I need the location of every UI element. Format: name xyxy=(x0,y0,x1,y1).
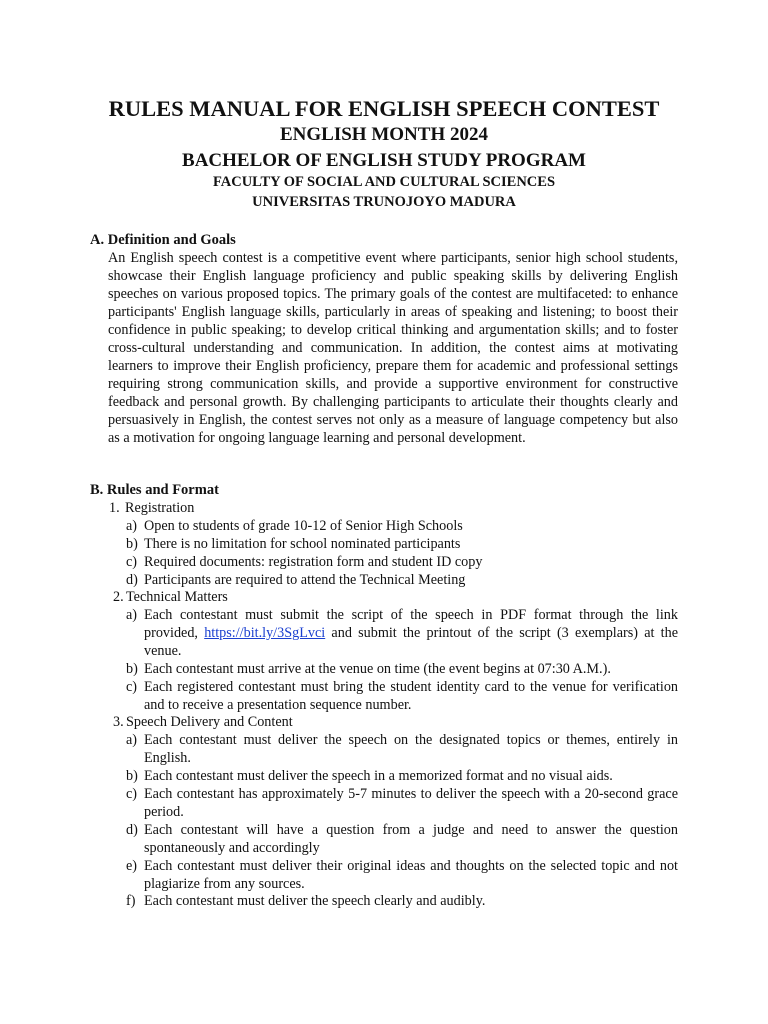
list-item xyxy=(126,553,678,571)
list-item xyxy=(126,571,678,589)
group-title: Speech Delivery and Content xyxy=(126,714,293,730)
title-line-2: ENGLISH MONTH 2024 xyxy=(280,124,488,145)
item-text: Each contestant will have a question from a judge and need to answer the question spontaneously and accordingly xyxy=(144,822,678,856)
item-letter: a) xyxy=(126,607,138,623)
item-letter: d) xyxy=(126,572,138,588)
item-letter: d) xyxy=(126,822,138,838)
item-text-before: Each contestant must submit the script of the speech in PDF format through the link provided, xyxy=(144,607,678,641)
item-text: Each registered contestant must bring the student identity card to the venue for verification and to receive a presentation sequence number. xyxy=(144,679,678,713)
item-letter: a) xyxy=(126,518,138,534)
item-text: Each contestant must arrive at the venue on time (the event begins at 07:30 A.M.). xyxy=(144,661,611,677)
item-text: Open to students of grade 10-12 of Senior High Schools xyxy=(144,518,463,534)
list-item xyxy=(126,606,678,660)
item-letter: b) xyxy=(126,768,138,784)
list-item xyxy=(126,678,678,714)
item-text: Each contestant has approximately 5-7 minutes to deliver the speech with a 20-second grace period. xyxy=(144,786,678,820)
item-text: Each contestant must deliver the speech on the designated topics or themes, entirely in English. xyxy=(144,732,678,766)
list-item xyxy=(126,731,678,767)
item-text: Each contestant must deliver their original ideas and thoughts on the selected topic and not plagiarize from any sources. xyxy=(144,858,678,892)
list-item xyxy=(126,892,678,910)
item-text: There is no limitation for school nominated participants xyxy=(144,536,461,552)
list-item xyxy=(126,767,678,785)
item-letter: c) xyxy=(126,786,138,802)
section-a-heading: A. Definition and Goals xyxy=(90,232,236,248)
group-number: 3. xyxy=(113,714,124,730)
item-letter: b) xyxy=(126,536,138,552)
section-a-paragraph: An English speech contest is a competitive event where participants, senior high school students, showcase their English language proficiency and public speaking skills by delivering English speeches on various proposed topics. The primary goals of the contest are multifaceted: to enhance participants' English language skills, particularly in areas of speaking and listening; to boost their confidence in public speaking; to develop critical thinking and argumentation skills; and to foster cross-cultural understanding and communication. In addition, the contest aims at motivating learners to improve their English proficiency, prepare them for academic and professional settings requiring strong communication skills, and provide a supportive environment for constructive feedback and personal growth. By challenging participants to articulate their thoughts clearly and persuasively in English, the contest serves not only as a measure of language competency but also as a motivation for ongoing language learning and personal development. xyxy=(108,250,678,446)
item-text: Required documents: registration form and student ID copy xyxy=(144,554,483,570)
group-title: Technical Matters xyxy=(126,589,228,605)
item-letter: b) xyxy=(126,661,138,677)
list-item xyxy=(126,821,678,857)
list-item xyxy=(126,535,678,553)
item-text: Participants are required to attend the Technical Meeting xyxy=(144,572,466,588)
section-b-heading: B. Rules and Format xyxy=(90,482,219,498)
script-submission-link[interactable]: https://bit.ly/3SgLvci xyxy=(204,625,326,641)
title-line-3: BACHELOR OF ENGLISH STUDY PROGRAM xyxy=(182,150,586,171)
group-title: Registration xyxy=(125,500,195,516)
item-text xyxy=(144,606,678,660)
item-text: Each contestant must deliver the speech in a memorized format and no visual aids. xyxy=(144,768,613,784)
list-item xyxy=(126,785,678,821)
item-letter: a) xyxy=(126,732,138,748)
list-item xyxy=(126,517,678,535)
item-text: Each contestant must deliver the speech clearly and audibly. xyxy=(144,893,486,909)
title-line-1: RULES MANUAL FOR ENGLISH SPEECH CONTEST xyxy=(108,96,660,121)
item-text-after: and submit the printout of the script (3 exemplars) at the venue. xyxy=(144,625,679,659)
item-letter: c) xyxy=(126,554,138,570)
item-letter: f) xyxy=(126,893,136,909)
group-number: 1. xyxy=(109,500,120,516)
item-letter: c) xyxy=(126,679,138,695)
item-letter: e) xyxy=(126,858,138,874)
title-line-4: FACULTY OF SOCIAL AND CULTURAL SCIENCES xyxy=(212,174,556,190)
list-item xyxy=(126,857,678,893)
list-item xyxy=(126,660,678,678)
group-number: 2. xyxy=(113,589,124,605)
title-line-5: UNIVERSITAS TRUNOJOYO MADURA xyxy=(252,194,516,210)
